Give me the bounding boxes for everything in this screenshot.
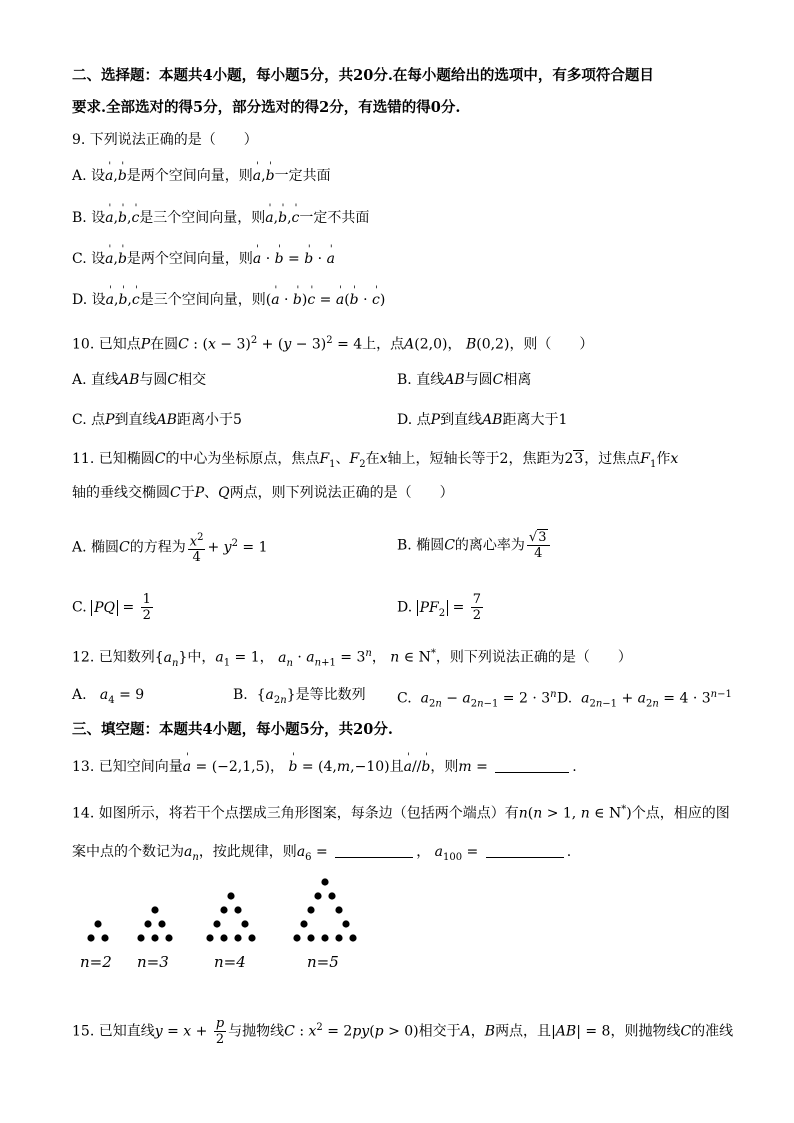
q10d-t3: 距离大于1 [502,412,568,428]
q9d-t2: 是三个空间向量，则 [139,292,266,308]
q14-stem-line2: 案中点的个数记为$a_n$，按此规律，则$a_6$ = ， $a_{100}$ = . [72,844,572,863]
dot [101,934,108,941]
dot [321,878,328,885]
dot [342,920,349,927]
dot [87,934,94,941]
dot [94,920,101,927]
q9-option-c: C. 设' a,' b是两个空间向量，则' a · ' b = ' b · ' a [72,249,335,269]
q10-option-a: A. 直线AB与圆C相交 [72,372,207,388]
q10-t1: 10. 已知点 [72,336,141,353]
q14-t1: 14. 如图所示，将若干个点摆成三角形图案，每条边（包括两个端点）有 [72,805,519,822]
dot [300,920,307,927]
q14-answer-blank-a100[interactable] [486,843,564,858]
dot-triangle-n3 [137,906,172,941]
q11a-t2: 的方程为 [129,539,186,556]
q10-option-c: C. 点P到直线AB距离小于5 [72,412,242,428]
q10a-t2: 与圆 [139,372,168,388]
q10-option-b: B. 直线AB与圆C相离 [397,372,532,388]
q15-t4: 两点，且 [495,1023,552,1040]
dot [241,920,248,927]
figure-label-n3: n=3 [137,953,169,971]
q13-t1: 13. 已知空间向量 [72,759,183,775]
q11b-t1: B. 椭圆 [397,537,445,554]
section3-heading: 三、填空题：本题共4小题，每小题5分，共20分. [72,721,393,738]
dot-triangle-n5 [293,878,356,941]
q10-t3: 上，点 [362,336,405,353]
dot [220,906,227,913]
q11a-t1: A. 椭圆 [72,539,120,556]
q10b-t2: 与圆 [464,372,493,388]
q10c-t2: 到直线 [114,412,157,428]
q13-answer-blank[interactable] [495,758,569,773]
dot [220,934,227,941]
dot [321,934,328,941]
q15-t2: 与抛物线 [228,1023,285,1040]
q12-t1: 12. 已知数列 [72,649,155,666]
q10d-t1: D. 点 [397,412,431,428]
q11-t4: 轴上，短轴长等于2，焦距为 [387,451,565,467]
figure-label-n5: n=5 [307,953,339,971]
q10c-t1: C. 点 [72,412,106,428]
q11-option-b: B. 椭圆C的离心率为 $\frac{√3}{4}$ [397,530,552,561]
q11-t1: 11. 已知椭圆 [72,451,155,467]
q9b-t3: 一定不共面 [299,210,370,226]
q11-t6: 作 [656,451,671,467]
q11-t5: ，过焦点 [584,451,641,467]
q12-option-a: A. $a_4 = 9$ [72,687,145,706]
q10d-t2: 到直线 [440,412,483,428]
q10-stem: 10. 已知点P在圆C : $(x - 3)^2 + (y - 3)^2 = 4$上，点A(2,0)， B(0,2)，则（ ） [72,335,594,353]
q11-stem-line2: 轴的垂线交椭圆C于P、Q两点，则下列说法正确的是（ ） [72,485,454,501]
dot [335,906,342,913]
dot [328,892,335,899]
q11-stem-line1: 11. 已知椭圆C的中心为坐标原点，焦点$F_1$、$F_2$在x轴上，短轴长等于2，焦距为23，过焦点$F_1$作x [72,451,679,470]
q12-t3: ，则下列说法正确的是（ ） [435,649,632,666]
q10b-t1: B. 直线 [397,372,445,388]
q14-stem-line1: 14. 如图所示，将若干个点摆成三角形图案，每条边（包括两个端点）有n(n > 1, n ∈ N*)个点，相应的图 [72,804,730,822]
dot [206,934,213,941]
q15-t3: 相交于 [418,1023,461,1040]
dot [307,906,314,913]
q10-t4: ，则（ ） [509,336,594,353]
q9-option-d: D. 设' a,' b,' c是三个空间向量，则(' a · ' b)' c = ' a(' b · ' c) [72,290,385,310]
q12-stem: 12. 已知数列$\{a_n\}$中，$a_1 = 1$， $a_n \cdot a_{n+1} = 3^n$， n ∈ N*，则下列说法正确的是（ ） [72,648,632,669]
q9-option-b: B. 设' a,' b,' c是三个空间向量，则' a,' b,' c一定不共面 [72,208,369,228]
q11-t3: 在 [365,451,380,467]
q11-t7: 轴的垂线交椭圆 [72,485,170,501]
q9b-t1: B. 设 [72,210,106,226]
dot [137,934,144,941]
q9d-t1: D. 设 [72,292,106,308]
q12-t2: 中， [187,649,216,666]
figure-label-n4: n=4 [214,953,246,971]
q9a-t1: A. 设 [72,168,106,184]
q12-option-c: C. $a_{2n} - a_{2n-1} = 2 \cdot 3^n$ [397,689,557,710]
section2-heading-line2: 要求.全部选对的得5分，部分选对的得2分，有选错的得0分. [72,99,461,116]
q14-answer-blank-a6[interactable] [335,843,413,858]
q14-t4: ，按此规律，则 [198,844,297,860]
dot [335,934,342,941]
dot [151,906,158,913]
q15-t5: ，则抛物线 [610,1023,681,1040]
q10a-t1: A. 直线 [72,372,120,388]
section2-heading-line1: 二、选择题：本题共4小题，每小题5分，共20分.在每小题给出的选项中，有多项符合题目 [72,67,654,84]
q11-option-d: D. $PF_2$ = $\frac{7}{2}$ [397,592,482,623]
q9b-t2: 是三个空间向量，则 [139,210,266,226]
dot [307,934,314,941]
q10c-t3: 距离小于5 [176,412,242,428]
dot [248,934,255,941]
q9a-t3: 一定共面 [274,168,331,184]
dot [158,920,165,927]
dot [144,920,151,927]
dot [234,906,241,913]
q10-t2: 在圆 [150,336,179,353]
dot [293,934,300,941]
dot [314,892,321,899]
q13-t2: 且 [389,759,404,775]
q9c-t2: 是两个空间向量，则 [126,251,253,267]
dot-triangle-n4 [206,892,255,941]
q9a-t2: 是两个空间向量，则 [126,168,253,184]
dot [349,934,356,941]
q11-t8: 于 [180,485,195,501]
q10-option-d: D. 点P到直线AB距离大于1 [397,412,568,428]
q10b-t3: 相离 [503,372,532,388]
q15-stem: 15. 已知直线y = x + $\frac{p}{2}$ 与抛物线C : $x^2 = 2py(p > 0)$相交于A，B两点，且|AB| = 8，则抛物线C的准线 [72,1016,734,1047]
figure-label-n2: n=2 [80,953,112,971]
q10a-t3: 相交 [178,372,207,388]
dot [151,934,158,941]
dot [234,934,241,941]
q12-option-d: D. $a_{2n-1} + a_{2n} = 4 \cdot 3^{n-1}$ [557,689,732,710]
q13-stem: 13. 已知空间向量' a = (−2,1,5)， ' b = (4,m,−10)且' a//' b，则m = . [72,757,577,777]
q11b-t2: 的离心率为 [454,537,525,554]
q12b-t1: 是等比数列 [295,687,366,703]
q11-option-c: C. PQ = $\frac{1}{2}$ [72,592,151,623]
q11-option-a: A. 椭圆C的方程为 $\frac{x^2}{4}$ + $y^2 = 1$ [72,532,268,566]
q13-t3: ，则 [430,759,459,775]
dot [213,920,220,927]
q14-t2: 个点，相应的图 [631,805,730,822]
q9-option-a: A. 设' a,' b是两个空间向量，则' a,' b一定共面 [72,166,331,186]
q11-t2: 的中心为坐标原点，焦点 [165,451,320,467]
q11-t9: 两点，则下列说法正确的是（ ） [229,485,454,501]
q9c-t1: C. 设 [72,251,106,267]
dot-triangle-n2 [87,920,108,941]
q12-option-b: B. $\{a_{2n}\}$是等比数列 [233,687,366,706]
q15-t1: 15. 已知直线 [72,1023,155,1040]
dot [227,892,234,899]
dot [165,934,172,941]
q15-t6: 的准线 [691,1023,734,1040]
q9-stem: 9. 下列说法正确的是（ ） [72,132,258,148]
q14-t3: 案中点的个数记为 [72,844,184,860]
